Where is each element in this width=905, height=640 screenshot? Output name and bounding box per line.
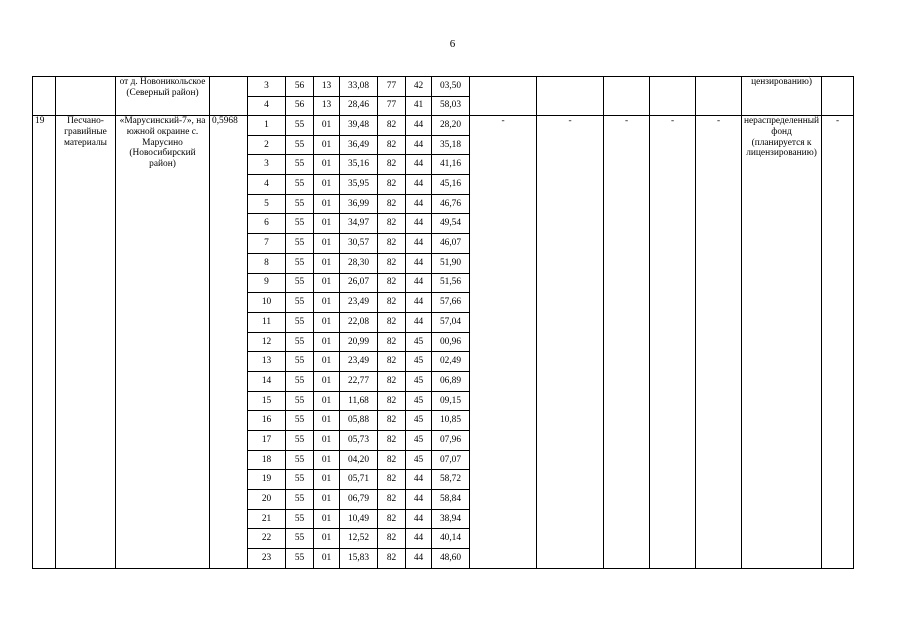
lat-min: 01 [314, 549, 340, 569]
lon-deg: 82 [378, 234, 406, 254]
lat-min: 01 [314, 312, 340, 332]
lon-sec: 51,90 [432, 253, 470, 273]
status-cell: нераспределенный фонд (планируется к лицензированию) [742, 116, 822, 569]
lon-deg: 82 [378, 509, 406, 529]
lon-deg: 82 [378, 371, 406, 391]
lon-sec: 07,07 [432, 450, 470, 470]
lat-sec: 10,49 [340, 509, 378, 529]
lon-sec: 35,18 [432, 135, 470, 155]
lat-min: 13 [314, 96, 340, 116]
page-number: 6 [449, 38, 456, 50]
lat-sec: 35,16 [340, 155, 378, 175]
empty-cell [604, 77, 650, 116]
lat-min: 01 [314, 509, 340, 529]
lon-deg: 82 [378, 293, 406, 313]
lat-min: 01 [314, 116, 340, 136]
lon-min: 41 [406, 96, 432, 116]
lat-sec: 15,83 [340, 549, 378, 569]
lon-sec: 48,60 [432, 549, 470, 569]
lon-sec: 28,20 [432, 116, 470, 136]
lon-sec: 38,94 [432, 509, 470, 529]
lat-deg: 55 [286, 312, 314, 332]
lon-deg: 82 [378, 391, 406, 411]
lat-deg: 55 [286, 273, 314, 293]
lon-min: 45 [406, 332, 432, 352]
lat-deg: 55 [286, 155, 314, 175]
lon-min: 44 [406, 490, 432, 510]
lon-sec: 41,16 [432, 155, 470, 175]
point-number: 13 [248, 352, 286, 372]
lon-min: 44 [406, 529, 432, 549]
point-number: 20 [248, 490, 286, 510]
lat-sec: 26,07 [340, 273, 378, 293]
lat-min: 01 [314, 529, 340, 549]
point-number: 7 [248, 234, 286, 254]
lat-deg: 55 [286, 529, 314, 549]
lon-min: 45 [406, 391, 432, 411]
lat-deg: 55 [286, 509, 314, 529]
lon-sec: 45,16 [432, 175, 470, 195]
lat-min: 01 [314, 411, 340, 431]
lon-sec: 02,49 [432, 352, 470, 372]
dash-cell: - [470, 116, 537, 569]
material-cell: Песчано-гравийные материалы [56, 116, 116, 569]
lat-deg: 55 [286, 175, 314, 195]
lat-deg: 55 [286, 234, 314, 254]
lat-deg: 55 [286, 411, 314, 431]
empty-cell [696, 77, 742, 116]
lat-min: 01 [314, 450, 340, 470]
lon-min: 44 [406, 470, 432, 490]
lon-sec: 07,96 [432, 431, 470, 451]
lat-min: 01 [314, 391, 340, 411]
point-number: 3 [248, 77, 286, 97]
lat-sec: 11,68 [340, 391, 378, 411]
point-number: 23 [248, 549, 286, 569]
lat-sec: 28,46 [340, 96, 378, 116]
lon-sec: 58,72 [432, 470, 470, 490]
lon-min: 45 [406, 352, 432, 372]
lon-sec: 00,96 [432, 332, 470, 352]
lon-min: 44 [406, 116, 432, 136]
entry-number-cell [33, 77, 56, 116]
lon-sec: 46,07 [432, 234, 470, 254]
lat-sec: 35,95 [340, 175, 378, 195]
lat-deg: 55 [286, 293, 314, 313]
lon-min: 44 [406, 155, 432, 175]
lat-min: 01 [314, 234, 340, 254]
lon-deg: 77 [378, 77, 406, 97]
lon-min: 45 [406, 411, 432, 431]
lat-deg: 55 [286, 371, 314, 391]
lat-sec: 23,49 [340, 293, 378, 313]
lat-sec: 34,97 [340, 214, 378, 234]
point-number: 2 [248, 135, 286, 155]
point-number: 3 [248, 155, 286, 175]
area-cell: 0,5968 [210, 116, 248, 569]
lon-sec: 06,89 [432, 371, 470, 391]
lat-min: 01 [314, 273, 340, 293]
location-cell: «Марусинский-7», на южной окраине с. Марусино (Новосибирский район) [116, 116, 210, 569]
lon-sec: 46,76 [432, 194, 470, 214]
lat-deg: 55 [286, 116, 314, 136]
lat-sec: 23,49 [340, 352, 378, 372]
dash-cell: - [696, 116, 742, 569]
lat-min: 01 [314, 490, 340, 510]
point-number: 8 [248, 253, 286, 273]
point-number: 1 [248, 116, 286, 136]
lon-min: 44 [406, 194, 432, 214]
lat-min: 01 [314, 352, 340, 372]
lon-sec: 58,84 [432, 490, 470, 510]
lat-sec: 12,52 [340, 529, 378, 549]
point-number: 21 [248, 509, 286, 529]
lat-min: 01 [314, 194, 340, 214]
point-number: 5 [248, 194, 286, 214]
point-number: 14 [248, 371, 286, 391]
lon-deg: 82 [378, 135, 406, 155]
empty-cell [470, 77, 537, 116]
point-number: 10 [248, 293, 286, 313]
lat-min: 01 [314, 470, 340, 490]
lat-deg: 55 [286, 470, 314, 490]
material-cell [56, 77, 116, 116]
lon-min: 44 [406, 253, 432, 273]
area-cell [210, 77, 248, 116]
lat-min: 01 [314, 332, 340, 352]
lat-sec: 06,79 [340, 490, 378, 510]
lon-min: 44 [406, 509, 432, 529]
point-number: 6 [248, 214, 286, 234]
lon-deg: 82 [378, 155, 406, 175]
lon-min: 42 [406, 77, 432, 97]
lat-deg: 55 [286, 352, 314, 372]
lon-deg: 82 [378, 332, 406, 352]
lat-min: 01 [314, 155, 340, 175]
lon-sec: 10,85 [432, 411, 470, 431]
lat-sec: 05,88 [340, 411, 378, 431]
lon-min: 45 [406, 371, 432, 391]
empty-cell [650, 77, 696, 116]
lon-min: 44 [406, 214, 432, 234]
dash-cell: - [650, 116, 696, 569]
lat-deg: 55 [286, 549, 314, 569]
lon-deg: 82 [378, 116, 406, 136]
lon-min: 44 [406, 234, 432, 254]
lat-deg: 55 [286, 332, 314, 352]
point-number: 18 [248, 450, 286, 470]
dash-cell: - [537, 116, 604, 569]
lat-min: 01 [314, 175, 340, 195]
lon-deg: 82 [378, 352, 406, 372]
resources-table [32, 76, 854, 569]
point-number: 16 [248, 411, 286, 431]
lon-sec: 09,15 [432, 391, 470, 411]
lon-deg: 82 [378, 253, 406, 273]
lon-sec: 49,54 [432, 214, 470, 234]
lon-deg: 82 [378, 490, 406, 510]
lat-deg: 55 [286, 431, 314, 451]
lat-sec: 36,49 [340, 135, 378, 155]
table-row [33, 77, 854, 97]
table-row [33, 116, 854, 136]
lat-deg: 55 [286, 391, 314, 411]
empty-cell [822, 77, 854, 116]
point-number: 19 [248, 470, 286, 490]
lat-sec: 04,20 [340, 450, 378, 470]
lon-sec: 03,50 [432, 77, 470, 97]
lat-sec: 28,30 [340, 253, 378, 273]
lon-sec: 51,56 [432, 273, 470, 293]
entry-number-cell: 19 [33, 116, 56, 569]
dash-cell: - [822, 116, 854, 569]
location-cell: от д. Новоникольское (Северный район) [116, 77, 210, 116]
lon-sec: 57,04 [432, 312, 470, 332]
empty-cell [537, 77, 604, 116]
lat-deg: 56 [286, 77, 314, 97]
lon-min: 44 [406, 175, 432, 195]
point-number: 4 [248, 96, 286, 116]
lat-min: 01 [314, 253, 340, 273]
lon-deg: 82 [378, 175, 406, 195]
lat-min: 01 [314, 431, 340, 451]
lon-min: 44 [406, 312, 432, 332]
point-number: 9 [248, 273, 286, 293]
point-number: 22 [248, 529, 286, 549]
lat-sec: 22,77 [340, 371, 378, 391]
lat-sec: 20,99 [340, 332, 378, 352]
lat-deg: 55 [286, 194, 314, 214]
lon-deg: 82 [378, 529, 406, 549]
lon-deg: 82 [378, 450, 406, 470]
lat-deg: 55 [286, 450, 314, 470]
lon-deg: 77 [378, 96, 406, 116]
lat-sec: 05,73 [340, 431, 378, 451]
lon-deg: 82 [378, 470, 406, 490]
point-number: 15 [248, 391, 286, 411]
lon-min: 44 [406, 293, 432, 313]
lat-min: 01 [314, 371, 340, 391]
lat-min: 13 [314, 77, 340, 97]
lon-deg: 82 [378, 431, 406, 451]
lat-deg: 55 [286, 253, 314, 273]
point-number: 11 [248, 312, 286, 332]
lat-sec: 33,08 [340, 77, 378, 97]
lon-min: 44 [406, 273, 432, 293]
lon-sec: 40,14 [432, 529, 470, 549]
lat-min: 01 [314, 293, 340, 313]
status-cell: цензированию) [742, 77, 822, 116]
lat-deg: 55 [286, 214, 314, 234]
lat-sec: 36,99 [340, 194, 378, 214]
lat-deg: 56 [286, 96, 314, 116]
lat-deg: 55 [286, 490, 314, 510]
lon-deg: 82 [378, 312, 406, 332]
lon-min: 44 [406, 135, 432, 155]
lon-deg: 82 [378, 273, 406, 293]
lon-min: 45 [406, 450, 432, 470]
lon-min: 45 [406, 431, 432, 451]
lon-deg: 82 [378, 194, 406, 214]
point-number: 12 [248, 332, 286, 352]
lat-sec: 22,08 [340, 312, 378, 332]
lon-deg: 82 [378, 549, 406, 569]
lon-sec: 57,66 [432, 293, 470, 313]
lat-min: 01 [314, 214, 340, 234]
lon-deg: 82 [378, 411, 406, 431]
lon-sec: 58,03 [432, 96, 470, 116]
lat-min: 01 [314, 135, 340, 155]
lon-deg: 82 [378, 214, 406, 234]
lat-sec: 39,48 [340, 116, 378, 136]
lat-deg: 55 [286, 135, 314, 155]
lat-sec: 30,57 [340, 234, 378, 254]
lat-sec: 05,71 [340, 470, 378, 490]
point-number: 4 [248, 175, 286, 195]
dash-cell: - [604, 116, 650, 569]
lon-min: 44 [406, 549, 432, 569]
point-number: 17 [248, 431, 286, 451]
